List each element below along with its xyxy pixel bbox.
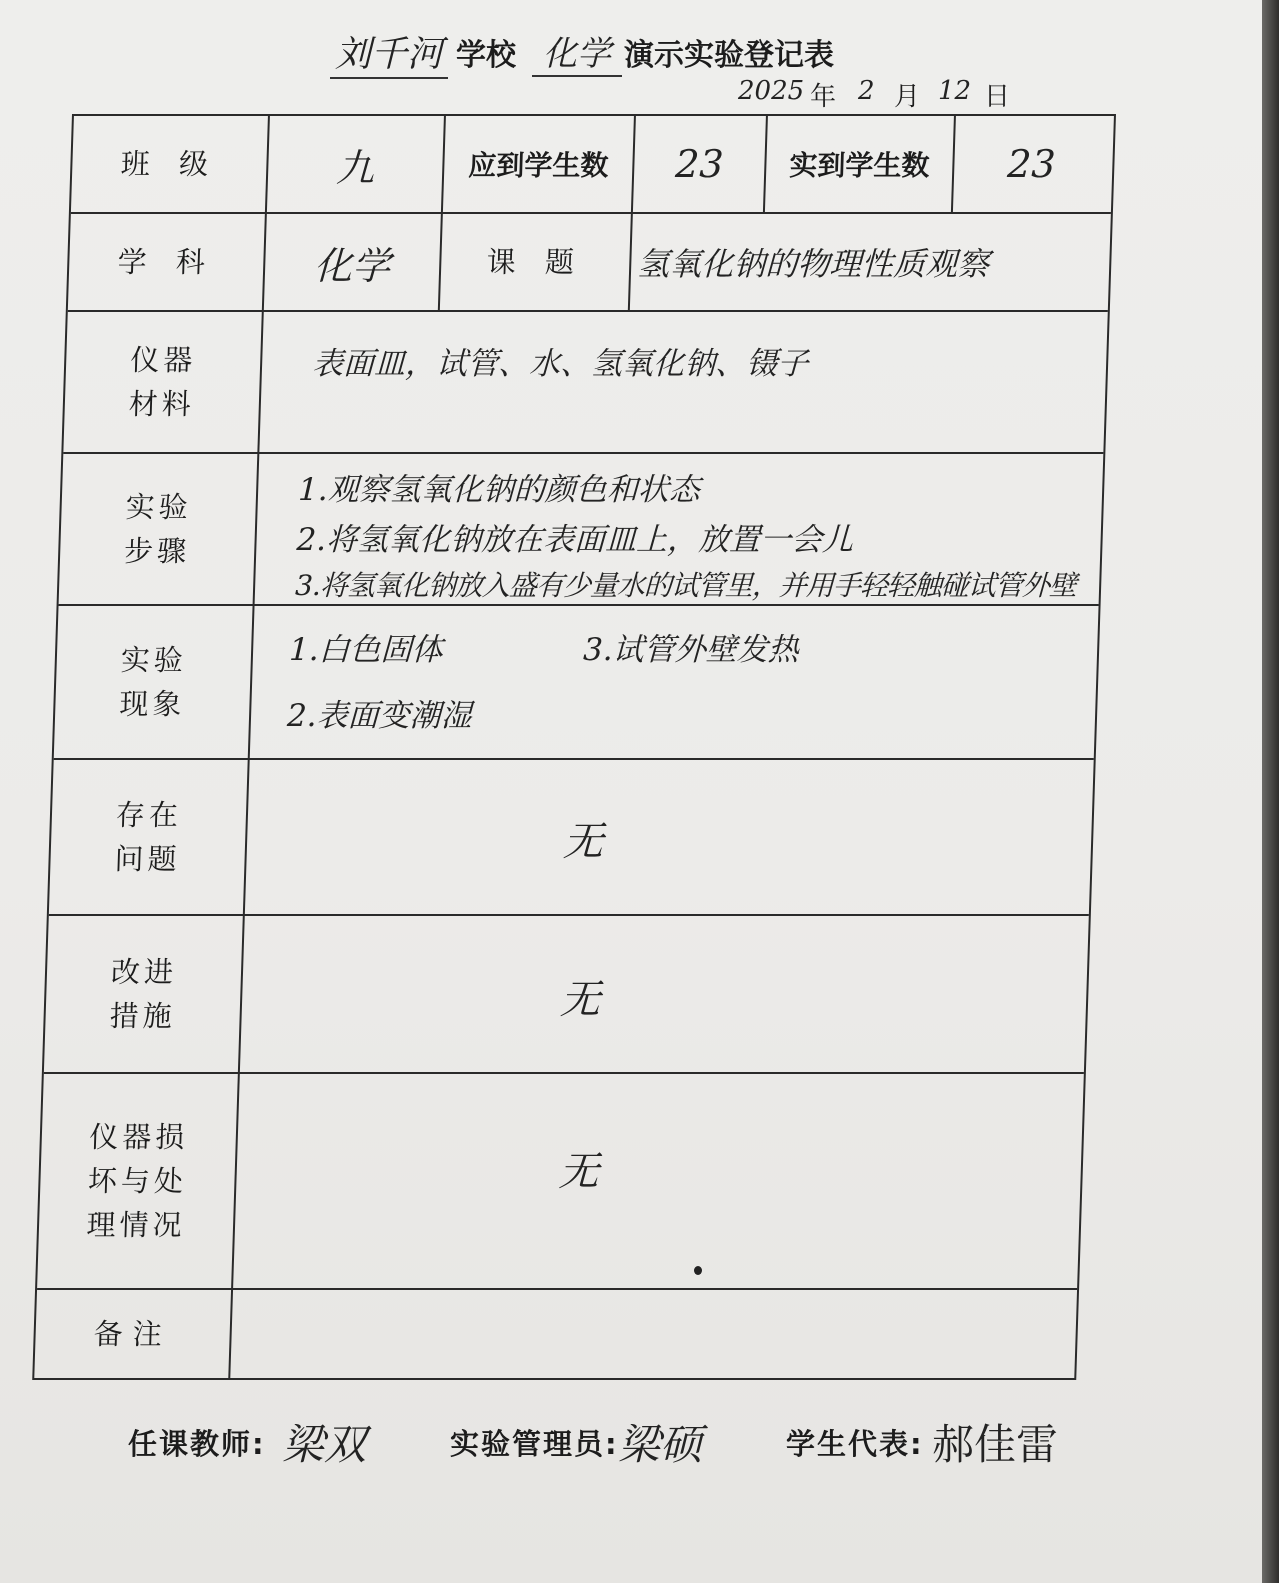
admin-name: 梁硕: [618, 1420, 703, 1469]
row-equipment: [63, 312, 1107, 454]
registration-table: [32, 114, 1116, 1380]
problems-content: [245, 760, 1094, 914]
date-month: 2: [858, 76, 875, 106]
step-line: 2.将氢氧化钠放在表面皿上，放置一会儿: [296, 522, 854, 558]
actual-value: 23: [1006, 142, 1057, 186]
date-day: 12: [938, 76, 972, 106]
problems-label: 存在 问题: [114, 798, 183, 876]
expected-value: 23: [674, 142, 725, 186]
step-line: 1.观察氢氧化钠的颜色和状态: [297, 472, 701, 508]
equipment-label: 仪器 材料: [128, 343, 197, 421]
damage-label-cell: [37, 1074, 240, 1288]
topic-label-cell: [440, 214, 633, 310]
admin-signature: [450, 1408, 770, 1478]
damage-label: 仪器损 坏与处 理情况: [86, 1120, 189, 1242]
student-name: 郝佳雷: [932, 1420, 1059, 1469]
subject-label: 学 科: [117, 245, 216, 279]
phenomena-content: [250, 606, 1099, 758]
row-damage: [37, 1074, 1084, 1290]
remarks-content: [230, 1290, 1077, 1378]
row-class: [71, 116, 1114, 214]
school-name-fill: 刘千河: [330, 26, 448, 79]
phenomena-label: 实验 现象: [118, 643, 188, 721]
subject-label-cell: [68, 214, 267, 310]
steps-label: 实验 步骤: [123, 490, 193, 568]
class-label-cell: [71, 116, 270, 212]
problems-label-cell: [49, 760, 250, 914]
row-phenomena: [54, 606, 1099, 760]
student-label: 学生代表:: [786, 1427, 924, 1461]
equipment-content: [259, 312, 1107, 452]
row-subject: [68, 214, 1111, 312]
improvements-content: [240, 916, 1089, 1072]
school-label: 学校: [456, 38, 516, 73]
date-day-label: 日: [984, 82, 1011, 112]
row-problems: [49, 760, 1094, 916]
steps-content: [255, 454, 1104, 604]
student-signature: [786, 1408, 1126, 1478]
damage-value: 无: [558, 1149, 600, 1195]
phenomenon-line: 1.白色固体: [288, 632, 444, 668]
step-line: 3.将氢氧化钠放入盛有少量水的试管里，并用手轻轻触碰试管外壁: [294, 569, 1077, 602]
actual-label: 实到学生数: [788, 149, 930, 182]
ink-spot: [694, 1266, 702, 1275]
expected-label: 应到学生数: [467, 149, 609, 182]
title-label: 演示实验登记表: [624, 38, 834, 73]
topic-label: 课 题: [486, 245, 585, 279]
remarks-label-cell: [34, 1290, 233, 1378]
date-year: 2025: [738, 76, 805, 106]
topic-value: 氢氧化钠的物理性质观察: [636, 245, 990, 283]
remarks-label: 备注: [93, 1317, 173, 1351]
phenomena-label-cell: [54, 606, 255, 758]
date-line: [738, 74, 1038, 114]
damage-content: [233, 1074, 1084, 1288]
subject-value: 化学: [313, 243, 391, 288]
expected-label-cell: [443, 116, 636, 212]
improvements-label-cell: [44, 916, 245, 1072]
phenomenon-line: 2.表面变潮湿: [286, 698, 473, 734]
row-improvements: [44, 916, 1089, 1074]
paper-edge-shadow: [1262, 0, 1279, 1583]
class-value: 九: [335, 145, 376, 190]
teacher-signature: [128, 1408, 448, 1478]
problems-value: 无: [562, 819, 604, 865]
date-month-label: 月: [894, 82, 921, 112]
teacher-name: 梁双: [282, 1420, 367, 1469]
topic-value-cell: [630, 214, 1107, 310]
form-title: [320, 20, 1040, 80]
phenomenon-line: 3.试管外壁发热: [582, 632, 800, 668]
equipment-label-cell: [63, 312, 263, 452]
actual-label-cell: [765, 116, 956, 212]
teacher-label: 任课教师:: [128, 1427, 266, 1461]
class-value-cell: [267, 116, 446, 212]
row-steps: [59, 454, 1104, 606]
subject-value-cell: [264, 214, 443, 310]
steps-label-cell: [59, 454, 260, 604]
row-remarks: [34, 1290, 1077, 1378]
equipment-value: 表面皿，试管、水、氢氧化钠、镊子: [311, 346, 809, 382]
actual-value-cell: [953, 116, 1110, 212]
expected-value-cell: [633, 116, 768, 212]
improvements-label: 改进 措施: [109, 955, 178, 1033]
admin-label: 实验管理员:: [450, 1427, 619, 1461]
date-year-label: 年: [810, 82, 837, 112]
subject-fill: 化学: [532, 26, 622, 77]
improvements-value: 无: [559, 977, 601, 1023]
class-label: 班 级: [120, 147, 219, 181]
